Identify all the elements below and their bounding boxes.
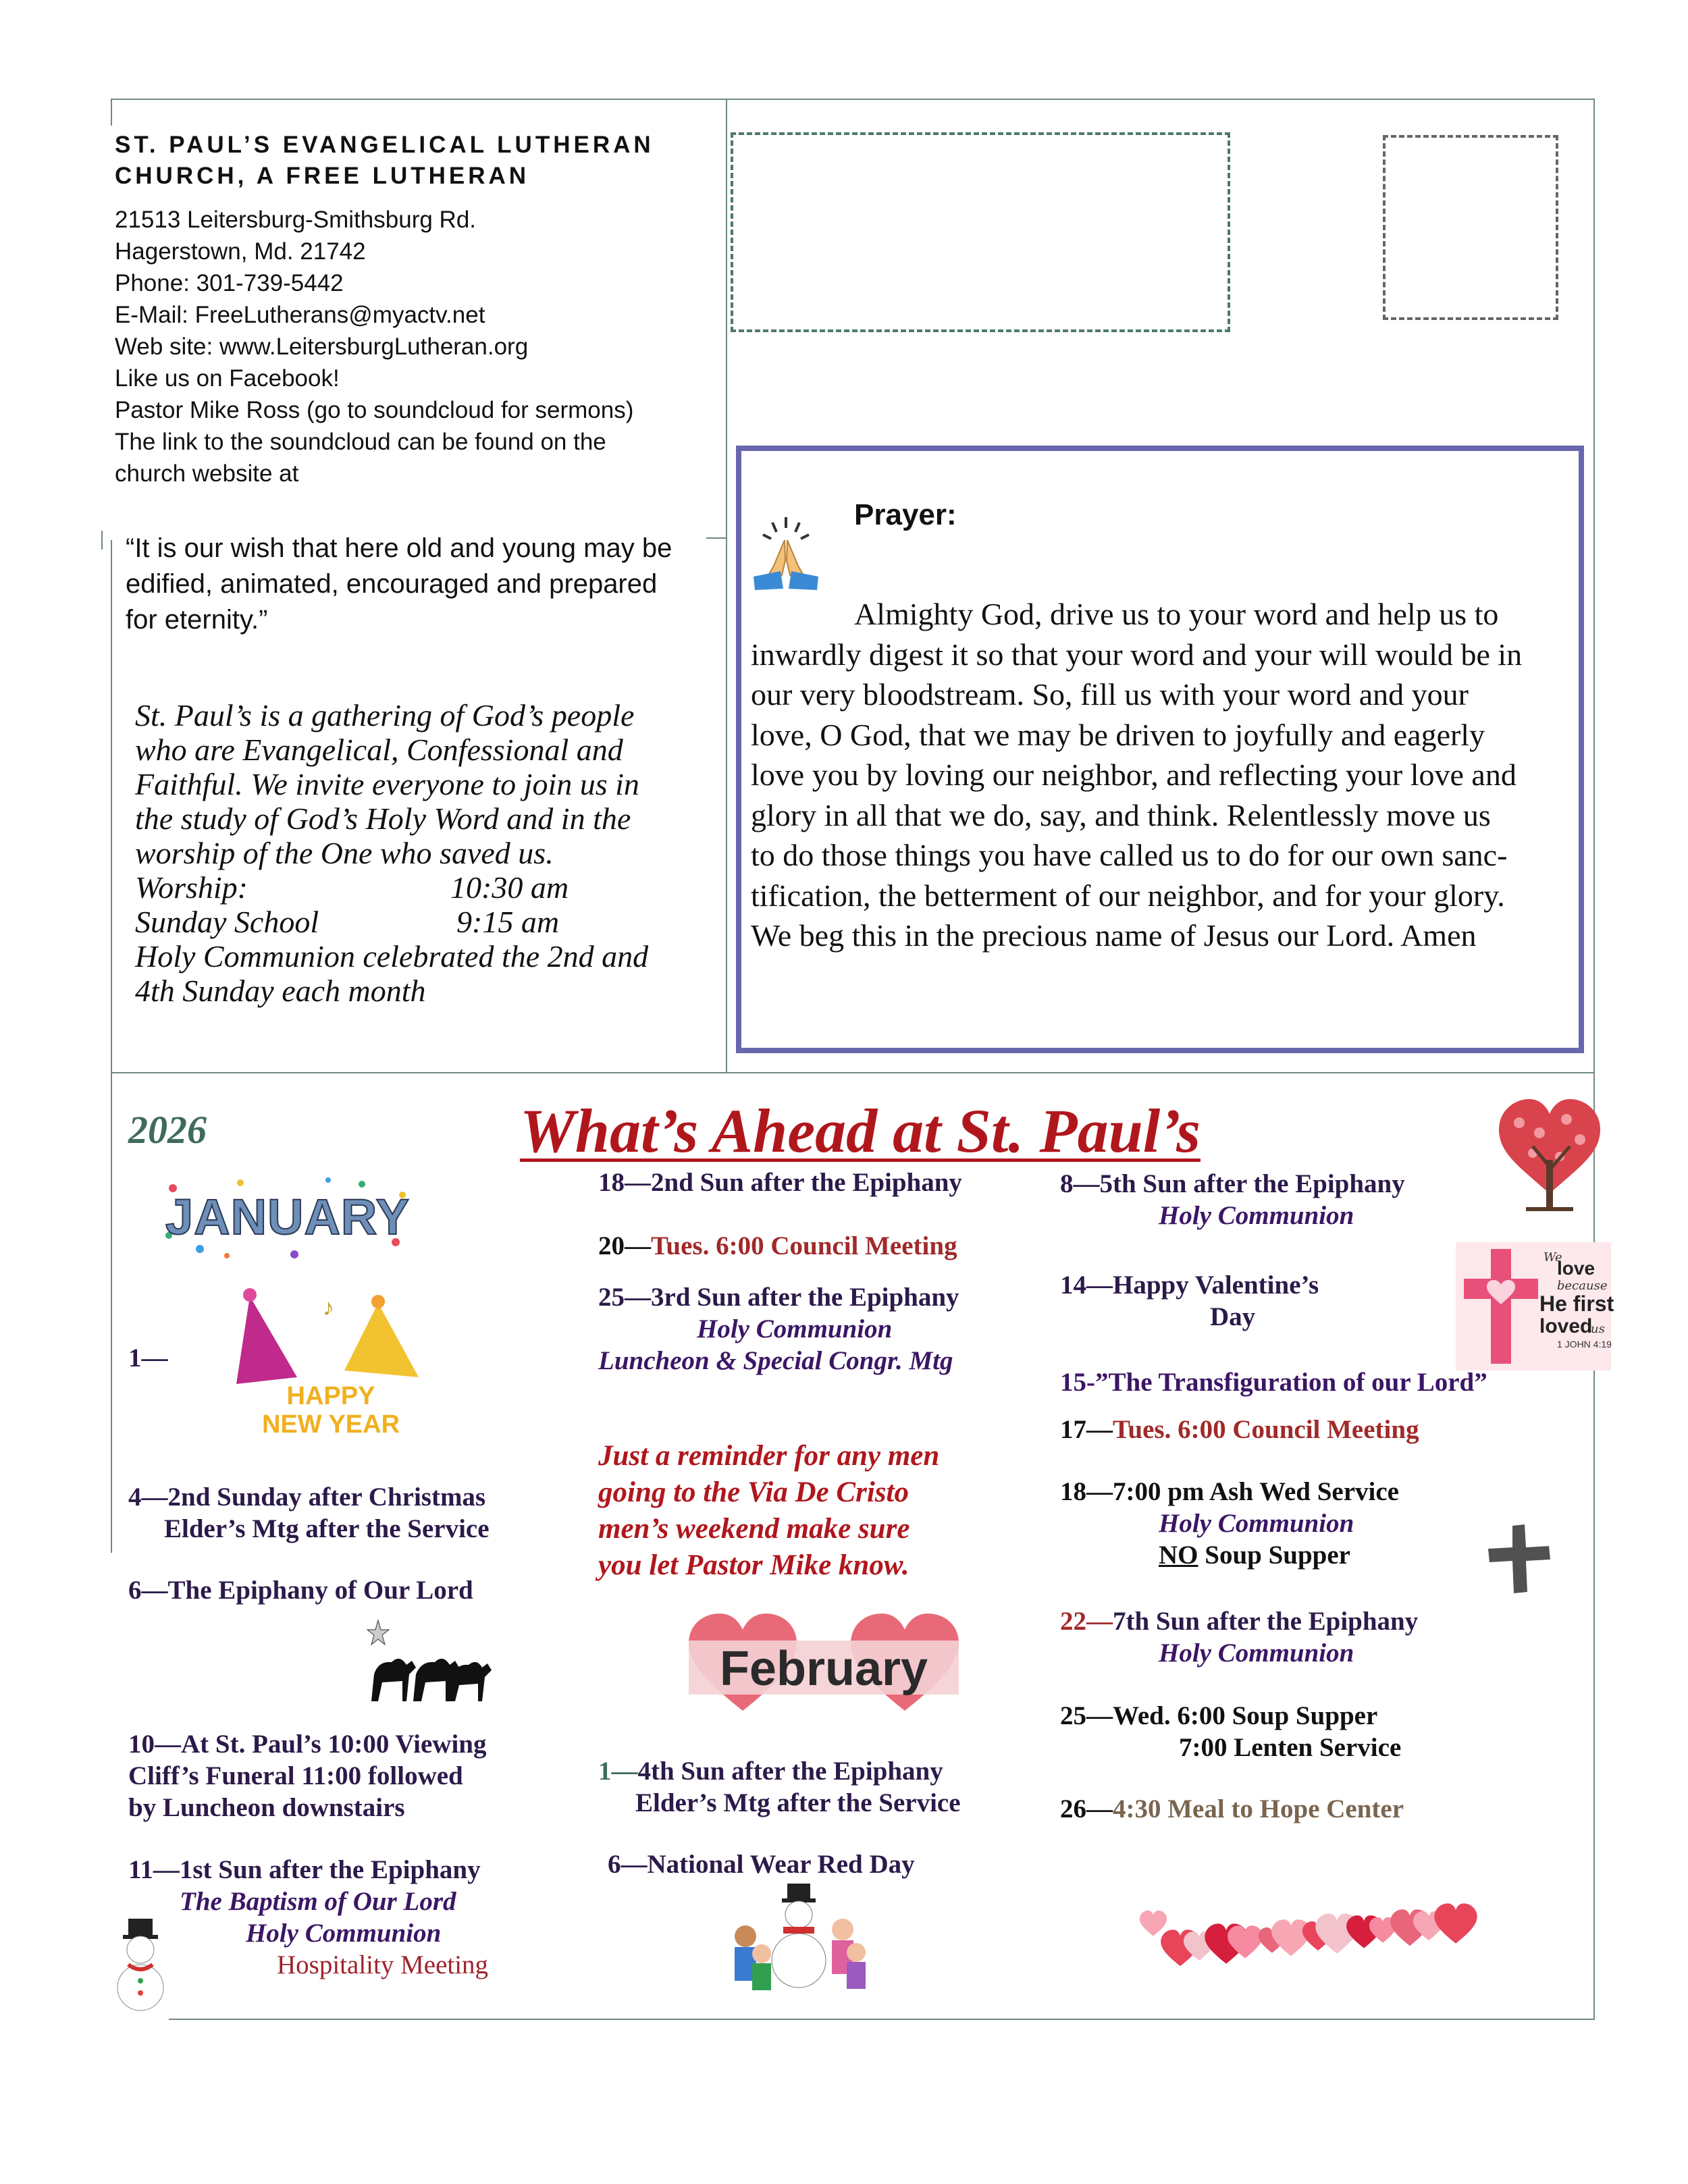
quote-line: edified, animated, encouraged and prepared: [126, 569, 658, 599]
jan-25-entry: [598, 1281, 959, 1377]
reminder-line: men’s weekend make sure: [598, 1513, 910, 1545]
worship-time: 10:30 am: [450, 870, 569, 905]
prayer-line: We beg this in the precious name of Jesus our Lord. Amen: [751, 918, 1477, 953]
feb-22-communion: Holy Communion: [1159, 1639, 1354, 1668]
jan-25-communion: Holy Communion: [697, 1314, 893, 1343]
reminder-line: Just a reminder for any men: [598, 1440, 940, 1472]
jan-10-line: 10—At St. Paul’s 10:00 Viewing: [128, 1730, 487, 1759]
jan-10-line: Cliff’s Funeral 11:00 followed: [128, 1761, 463, 1790]
phone-line: Phone: 301-739-5442: [115, 270, 344, 296]
soundcloud-line: church website at: [115, 460, 299, 487]
feb-1-entry: [598, 1755, 961, 1819]
about-line: who are Evangelical, Confessional and: [135, 733, 623, 767]
email-line[interactable]: E-Mail: FreeLutherans@myactv.net: [115, 302, 485, 328]
via-de-cristo-reminder: [598, 1438, 939, 1584]
valentine-cross-graphic: [1456, 1242, 1614, 1370]
worship-label: Worship:: [135, 870, 248, 905]
church-name: [115, 130, 722, 192]
january-graphic-text: JANUARY: [165, 1189, 410, 1245]
sunday-school-time: 9:15 am: [456, 905, 560, 939]
communion-line: Holy Communion celebrated the 2nd and: [135, 939, 649, 974]
frame-right-line: [1593, 99, 1595, 2020]
stamp-box: [1383, 135, 1558, 320]
frame-left-line: [111, 540, 112, 1553]
feb-18-communion: Holy Communion: [1159, 1509, 1354, 1538]
prayer-title: Prayer:: [854, 498, 957, 531]
feb-6-entry: 6—National Wear Red Day: [608, 1850, 915, 1879]
heart-shape: [1271, 1919, 1311, 1956]
feb-1-line: Elder’s Mtg after the Service: [635, 1788, 961, 1817]
feb-17-text: Tues. 6:00 Council Meeting: [1113, 1415, 1419, 1444]
january-graphic: [159, 1175, 416, 1262]
valentine-he-first: He first: [1539, 1291, 1614, 1316]
feb-22-line: [1060, 1605, 1418, 1637]
about-line: worship of the One who saved us.: [135, 836, 554, 870]
about-line: Faithful. We invite everyone to join us in: [135, 767, 639, 801]
frame-left-line-top: [111, 99, 112, 126]
prayer-line: our very bloodstream. So, fill us with your word and your: [751, 677, 1469, 712]
soundcloud-line: The link to the soundcloud can be found on the: [115, 429, 606, 455]
address-label-box: [731, 132, 1230, 332]
feb-17-entry: [1060, 1414, 1419, 1445]
feb-22-entry: [1060, 1605, 1418, 1669]
wise-men-camels-icon: [365, 1620, 493, 1708]
jan-25-luncheon: Luncheon & Special Congr. Mtg: [598, 1346, 953, 1375]
svg-text:♪: ♪: [323, 1296, 334, 1321]
feb-14-line: 14—Happy Valentine’s: [1060, 1271, 1319, 1300]
new-year-party-hats-icon: [223, 1283, 439, 1445]
pastor-line: Pastor Mike Ross (go to soundcloud for sermons): [115, 397, 634, 423]
feb-1-line: [598, 1755, 961, 1787]
facebook-line: Like us on Facebook!: [115, 365, 340, 392]
prayer-line: to do those things you have called us to do for our own sanc-: [751, 838, 1508, 872]
church-name-line: ST. PAUL’S EVANGELICAL LUTHERAN: [115, 132, 654, 158]
sunday-school-row: [135, 905, 729, 939]
feb-22-num: 22—: [1060, 1607, 1113, 1636]
new-year-text: NEW YEAR: [261, 1410, 400, 1439]
prayer-line: tification, the betterment of our neighbor, and for your glory.: [751, 878, 1505, 913]
feb-14-entry: [1060, 1269, 1319, 1333]
jan-10-entry: [128, 1728, 486, 1823]
church-name-line: CHURCH, A FREE LUTHERAN: [115, 163, 530, 189]
feb-1-title: 4th Sun after the Epiphany: [637, 1757, 943, 1786]
sunday-school-label: Sunday School: [135, 905, 319, 939]
feb-8-line: 8—5th Sun after the Epiphany: [1060, 1169, 1405, 1198]
feb-18-soup: [1060, 1539, 1399, 1571]
about-line: St. Paul’s is a gathering of God’s people: [135, 698, 635, 733]
jan-6-entry: 6—The Epiphany of Our Lord: [128, 1576, 473, 1605]
praying-hands-icon: [748, 513, 824, 594]
jan-20-entry: [598, 1230, 957, 1262]
website-line[interactable]: Web site: www.LeitersburgLutheran.org: [115, 334, 529, 360]
jan-11-line: 11—1st Sun after the Epiphany: [128, 1855, 481, 1884]
prayer-text: [751, 594, 1575, 956]
jan-11-entry: [128, 1854, 488, 1981]
address-line: 21513 Leitersburg-Smithsburg Rd.: [115, 207, 477, 233]
valentine-love: love: [1557, 1258, 1595, 1279]
jan-1-entry: 1—: [128, 1343, 168, 1373]
city-line: Hagerstown, Md. 21742: [115, 238, 366, 265]
prayer-line: Almighty God, drive us to your word and help us to: [854, 597, 1499, 631]
frame-bottom-line: [169, 2019, 1595, 2020]
quote-line: “It is our wish that here old and young may be: [126, 533, 672, 563]
jan-25-line: 25—3rd Sun after the Epiphany: [598, 1283, 959, 1312]
reminder-line: going to the Via De Cristo: [598, 1476, 909, 1508]
jan-11-communion: Holy Communion: [246, 1919, 442, 1948]
valentine-us: us: [1591, 1322, 1605, 1336]
calendar-year: 2026: [128, 1108, 207, 1152]
jan-4-line: 4—2nd Sunday after Christmas: [128, 1483, 486, 1512]
frame-section-divider: [111, 1072, 1595, 1073]
feb-25-entry: [1060, 1700, 1401, 1763]
feb-18-entry: [1060, 1476, 1399, 1571]
jan-11-baptism: The Baptism of Our Lord: [180, 1887, 456, 1916]
about-block: [135, 698, 729, 1008]
worship-row: [135, 870, 729, 905]
about-line: the study of God’s Holy Word and in the: [135, 801, 631, 836]
prayer-line: glory in all that we do, say, and think. Relentlessly move us: [751, 797, 1491, 832]
prayer-line: love, O God, that we may be driven to joyfully and eagerly: [751, 717, 1485, 752]
valentine-we: We: [1544, 1250, 1562, 1264]
ash-cross-icon: [1485, 1522, 1553, 1596]
kids-snowman-icon: [721, 1882, 876, 1997]
happy-text: HAPPY: [286, 1382, 375, 1410]
valentine-loved: loved: [1539, 1315, 1593, 1337]
feb-17-num: 17—: [1060, 1415, 1113, 1444]
feb-26-num: 26—: [1060, 1794, 1113, 1823]
jan-4-line: Elder’s Mtg after the Service: [164, 1514, 490, 1543]
prayer-line: love you by loving our neighbor, and reflecting your love and: [751, 757, 1516, 792]
feb-18-line: 18—7:00 pm Ash Wed Service: [1060, 1477, 1399, 1506]
frame-top-line: [111, 99, 1595, 100]
jan-18-entry: 18—2nd Sun after the Epiphany: [598, 1168, 962, 1197]
heart-shape: [1434, 1903, 1477, 1943]
feb-18-no: NO: [1159, 1541, 1198, 1570]
feb-1-num: 1—: [598, 1757, 638, 1786]
jan-4-entry: [128, 1481, 490, 1545]
quote-line: for eternity.”: [126, 605, 268, 635]
feb-18-soup-text: Soup Supper: [1198, 1541, 1350, 1570]
feb-25-line: 7:00 Lenten Service: [1179, 1733, 1402, 1762]
february-graphic-text: February: [719, 1642, 928, 1696]
jan-20-text: Tues. 6:00 Council Meeting: [651, 1231, 957, 1260]
feb-25-line: 25—Wed. 6:00 Soup Supper: [1060, 1701, 1378, 1730]
feb-22-title: 7th Sun after the Epiphany: [1113, 1607, 1419, 1636]
hearts-border-icon: [1141, 1890, 1479, 1965]
jan-11-hospitality: Hospitality Meeting: [277, 1950, 489, 1979]
mission-quote: [126, 531, 720, 638]
jan-20-num: 20—: [598, 1231, 651, 1260]
february-graphic: [682, 1609, 966, 1717]
calendar-title: What’s Ahead at St. Paul’s: [520, 1096, 1201, 1165]
heart-shape: [1140, 1911, 1167, 1936]
feb-15-entry: 15-”The Transfiguration of our Lord”: [1060, 1368, 1487, 1397]
feb-26-text: 4:30 Meal to Hope Center: [1113, 1794, 1404, 1823]
contact-block: [115, 204, 722, 489]
feb-8-communion: Holy Communion: [1159, 1201, 1354, 1230]
valentine-verse: 1 JOHN 4:19: [1557, 1339, 1612, 1350]
prayer-line: inwardly digest it so that your word and your will would be in: [751, 637, 1523, 672]
feb-14-line: Day: [1210, 1302, 1256, 1331]
feb-26-entry: [1060, 1793, 1404, 1825]
valentine-because: because: [1557, 1279, 1608, 1293]
frame-tick-left: [101, 531, 103, 550]
communion-line: 4th Sunday each month: [135, 974, 426, 1008]
feb-8-entry: [1060, 1168, 1405, 1231]
heart-tree-icon: [1492, 1092, 1607, 1214]
jan-10-line: by Luncheon downstairs: [128, 1793, 405, 1822]
reminder-line: you let Pastor Mike know.: [598, 1549, 909, 1581]
